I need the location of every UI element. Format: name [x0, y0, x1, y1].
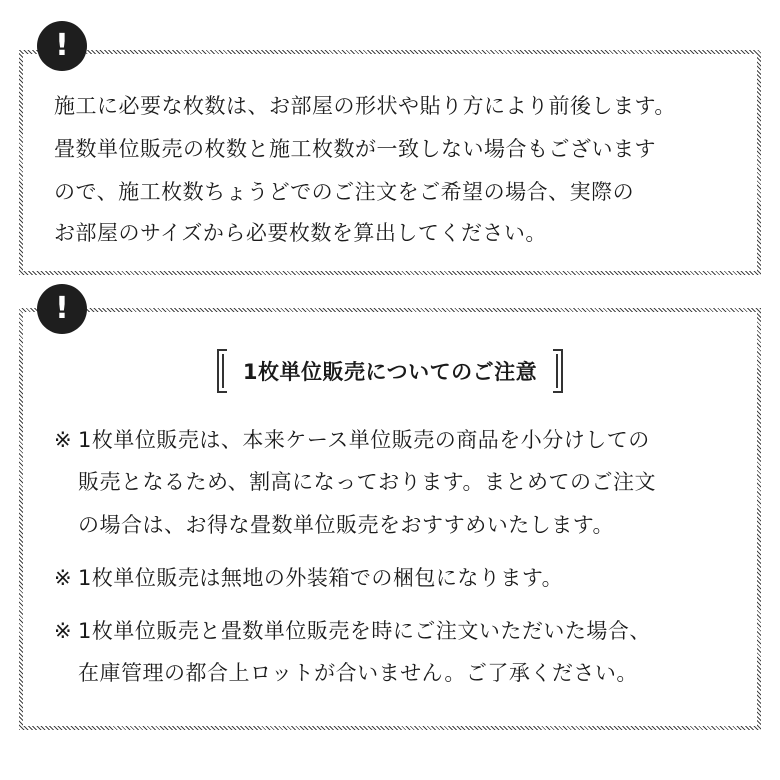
section-heading [23, 349, 757, 393]
note-item [54, 621, 651, 642]
note-item [54, 430, 650, 451]
note-line: 1枚単位販売は無地の外装箱での梱包になります。 [78, 566, 564, 590]
note-mark: ※ [54, 428, 73, 452]
right-bracket-decoration [553, 349, 563, 393]
note-item-continued [54, 515, 614, 536]
notice-line: 施工に必要な枚数は、お部屋の形状や貼り方により前後します。 [54, 94, 676, 118]
note-line: 1枚単位販売は、本来ケース単位販売の商品を小分けしての [78, 428, 650, 452]
exclamation-icon: ! [37, 21, 87, 71]
note-line: 在庫管理の都合上ロットが合いません。ご了承ください。 [78, 661, 638, 685]
notice-line: お部屋のサイズから必要枚数を算出してください。 [54, 221, 547, 245]
note-item [54, 568, 563, 589]
note-mark: ※ [54, 566, 73, 590]
notice-line: ので、施工枚数ちょうどでのご注文をご希望の場合、実際の [54, 180, 635, 204]
note-item-continued [54, 663, 638, 684]
note-item-continued [54, 472, 656, 493]
note-line: の場合は、お得な畳数単位販売をおすすめいたします。 [78, 513, 615, 537]
heading-title: 1枚単位販売についてのご注意 [242, 360, 538, 384]
note-mark: ※ [54, 619, 73, 643]
exclamation-icon: ! [37, 284, 87, 334]
note-line: 1枚単位販売と畳数単位販売を時にご注文いただいた場合、 [78, 619, 651, 643]
notice-box-single-unit-sales [19, 308, 761, 730]
notice-line: 畳数単位販売の枚数と施工枚数が一致しない場合もございます [54, 137, 656, 161]
left-bracket-decoration [217, 349, 227, 393]
note-line: 販売となるため、割高になっております。まとめてのご注文 [78, 470, 656, 494]
notice-box-sheet-count [19, 50, 761, 275]
